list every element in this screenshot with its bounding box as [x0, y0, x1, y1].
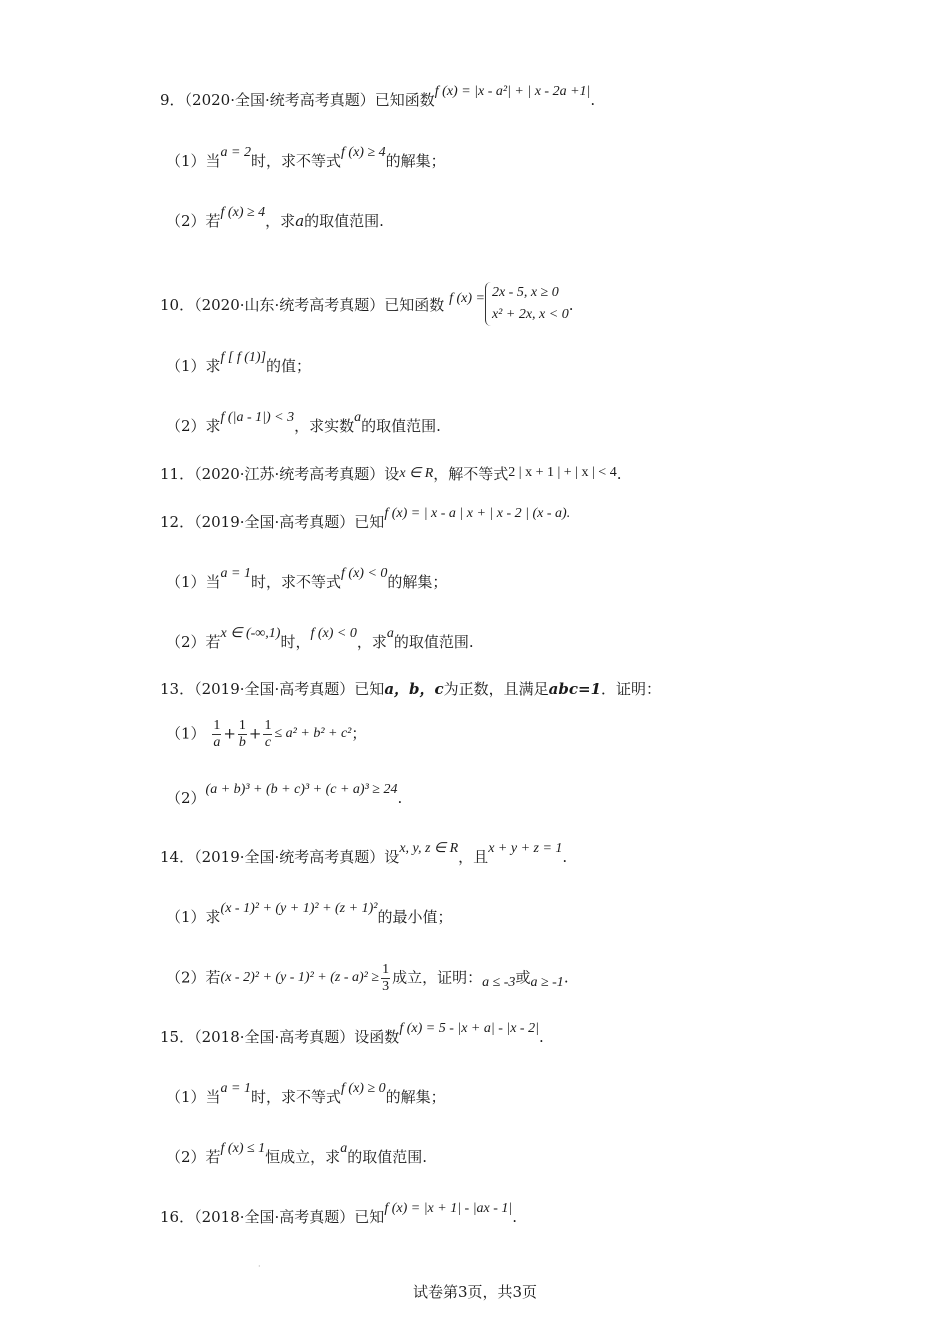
q13-part-2 — [166, 782, 403, 810]
text: 恒成立，求 — [265, 1148, 341, 1166]
stray-mark: · — [258, 1262, 261, 1271]
q15-part-2 — [166, 1141, 427, 1169]
part-label: （1） — [166, 724, 206, 743]
variable: a — [386, 626, 394, 641]
question-source: （2020·全国·统考高考真题）已知函数 — [184, 91, 435, 109]
fraction-1-over-b: $\frac{1}{b}$ — [238, 718, 246, 750]
q15-part-1 — [166, 1081, 446, 1109]
text: ．证明： — [601, 680, 662, 698]
part-label: （2）若 — [166, 1148, 221, 1166]
text: 的取值范围. — [304, 212, 384, 230]
question-source: （2019·全国·高考真题）已知 — [194, 680, 385, 698]
condition: x + y + z = 1 — [488, 841, 563, 856]
period: . — [538, 1028, 544, 1046]
question-number: 10． — [160, 296, 195, 314]
variable: a — [354, 410, 362, 425]
function-name: f (x) = — [449, 291, 485, 306]
part-label: （1）求 — [166, 908, 221, 926]
function-expression: f (x) = 5 - |x + a| - |x - 2| — [399, 1021, 539, 1036]
question-12 — [160, 506, 571, 534]
question-14 — [160, 841, 568, 869]
inequality: f (x) ≥ 4 — [220, 205, 266, 220]
expression: ≤ a² + b² + c² — [274, 725, 352, 741]
question-10 — [160, 284, 573, 328]
inequality: (x - 2)² + (y - 1)² + (z - a)² ≥ — [220, 969, 380, 985]
text: 的取值范围. — [361, 417, 441, 435]
period: . — [590, 91, 596, 109]
expression: f [ f (1)] — [220, 350, 267, 365]
text: 的取值范围. — [393, 633, 474, 651]
inequality: f (|a - 1|) < 3 — [220, 410, 295, 425]
part-label: （1）当 — [166, 152, 221, 170]
text: 的解集； — [385, 152, 446, 170]
part-label: （2）求 — [166, 417, 221, 435]
question-source: （2019·全国·高考真题）已知 — [194, 513, 385, 531]
text: ； — [351, 724, 367, 743]
text: 成立，证明： — [392, 968, 483, 987]
variable: a — [295, 212, 305, 230]
part-label: （1）当 — [166, 573, 221, 591]
text: 时，求不等式 — [251, 152, 342, 170]
text: 的值； — [266, 357, 312, 375]
expression: (a + b)³ + (b + c)³ + (c + a)³ ≥ 24 — [205, 782, 398, 797]
question-number: 9． — [160, 91, 185, 109]
text: ，求 — [356, 633, 387, 651]
q10-part-2 — [166, 410, 441, 438]
part-label: （2）若 — [166, 212, 221, 230]
inequality: 2 | x + 1 | + | x | < 4 — [508, 465, 617, 480]
function-expression: f (x) = | x - a | x + | x - 2 | (x - a). — [384, 506, 571, 521]
condition: abc=1 — [548, 680, 602, 698]
q9-part-2 — [166, 205, 384, 233]
inequality: f (x) ≥ 0 — [341, 1081, 386, 1096]
text: 的解集； — [385, 1088, 446, 1106]
variable: a — [340, 1141, 348, 1156]
period: . — [397, 789, 403, 807]
condition: x ∈ R — [399, 466, 434, 481]
fraction-1-over-c: $\frac{1}{c}$ — [264, 718, 272, 750]
question-source: （2020·山东·统考高考真题）已知函数 — [194, 296, 445, 314]
text: 的解集； — [387, 573, 448, 591]
part-label: （1）求 — [166, 357, 221, 375]
variables: a，b，c — [384, 680, 444, 698]
text: ，解不等式 — [433, 465, 509, 483]
question-number: 11． — [160, 465, 195, 483]
q14-part-2 — [166, 962, 569, 995]
text: 或 — [515, 968, 531, 987]
question-number: 15． — [160, 1028, 195, 1046]
period: . — [616, 465, 622, 483]
case-1: 2x - 5, x ≥ 0 — [491, 285, 559, 300]
part-label: （2） — [166, 789, 206, 807]
text: 时，求不等式 — [251, 573, 342, 591]
text: ，求 — [265, 212, 296, 230]
question-9 — [160, 84, 596, 112]
condition: a = 2 — [220, 145, 251, 160]
q12-part-1 — [166, 566, 448, 594]
question-source: （2019·全国·统考高考真题）设 — [194, 848, 400, 866]
page-footer: 试卷第3页，共3页 — [412, 1283, 538, 1301]
q9-part-1 — [166, 145, 446, 173]
condition: a = 1 — [220, 1081, 251, 1096]
question-source: （2018·全国·高考真题）已知 — [194, 1208, 385, 1226]
condition: x, y, z ∈ R — [399, 841, 459, 856]
question-11 — [160, 464, 621, 486]
question-number: 16． — [160, 1208, 195, 1226]
text: 时， — [280, 633, 311, 651]
text: 时，求不等式 — [251, 1088, 342, 1106]
condition: x ∈ (-∞,1) — [220, 626, 281, 641]
condition: a ≤ -3 — [482, 974, 516, 990]
question-number: 14． — [160, 848, 195, 866]
function-expression: f (x) = |x + 1| - |ax - 1| — [384, 1201, 513, 1216]
inequality: f (x) ≥ 4 — [341, 145, 386, 160]
fraction-1-over-a: $\frac{1}{a}$ — [213, 718, 221, 750]
period: . — [512, 1208, 518, 1226]
expression: (x - 1)² + (y + 1)² + (z + 1)² — [220, 901, 378, 916]
part-label: （1）当 — [166, 1088, 221, 1106]
q12-part-2 — [166, 626, 474, 654]
part-label: （2）若 — [166, 968, 221, 987]
question-16 — [160, 1201, 518, 1229]
function-expression: f (x) = |x - a²| + | x - 2a +1| — [434, 84, 591, 99]
q13-part-1: （1） $\frac{1}{a}$ + $\frac{1}{b}$ + $\frac{1}{c}$ ≤ a² + b² + c²； — [166, 718, 367, 750]
condition: a ≥ -1 — [530, 974, 564, 990]
text: ，且 — [458, 848, 489, 866]
question-15 — [160, 1021, 544, 1049]
period: . — [568, 296, 574, 314]
piecewise-cases — [485, 282, 569, 326]
period: . — [563, 968, 569, 987]
text: 的最小值； — [377, 908, 453, 926]
q10-part-1 — [166, 350, 312, 378]
question-source: （2020·江苏·统考高考真题）设 — [194, 465, 400, 483]
text: 为正数，且满足 — [443, 680, 549, 698]
part-label: （2）若 — [166, 633, 221, 651]
inequality: f (x) < 0 — [310, 626, 357, 641]
question-number: 12． — [160, 513, 195, 531]
question-number: 13． — [160, 680, 195, 698]
text: ，求实数 — [294, 417, 355, 435]
question-source: （2018·全国·高考真题）设函数 — [194, 1028, 400, 1046]
text: 的取值范围. — [347, 1148, 427, 1166]
fraction-1-over-3: $\frac{1}{3}$ — [382, 962, 390, 994]
condition: a = 1 — [220, 566, 251, 581]
period: . — [562, 848, 568, 866]
q14-part-1 — [166, 901, 453, 929]
inequality: f (x) < 0 — [341, 566, 388, 581]
question-13 — [160, 679, 661, 699]
inequality: f (x) ≤ 1 — [220, 1141, 266, 1156]
case-2: x² + 2x, x < 0 — [491, 307, 569, 322]
